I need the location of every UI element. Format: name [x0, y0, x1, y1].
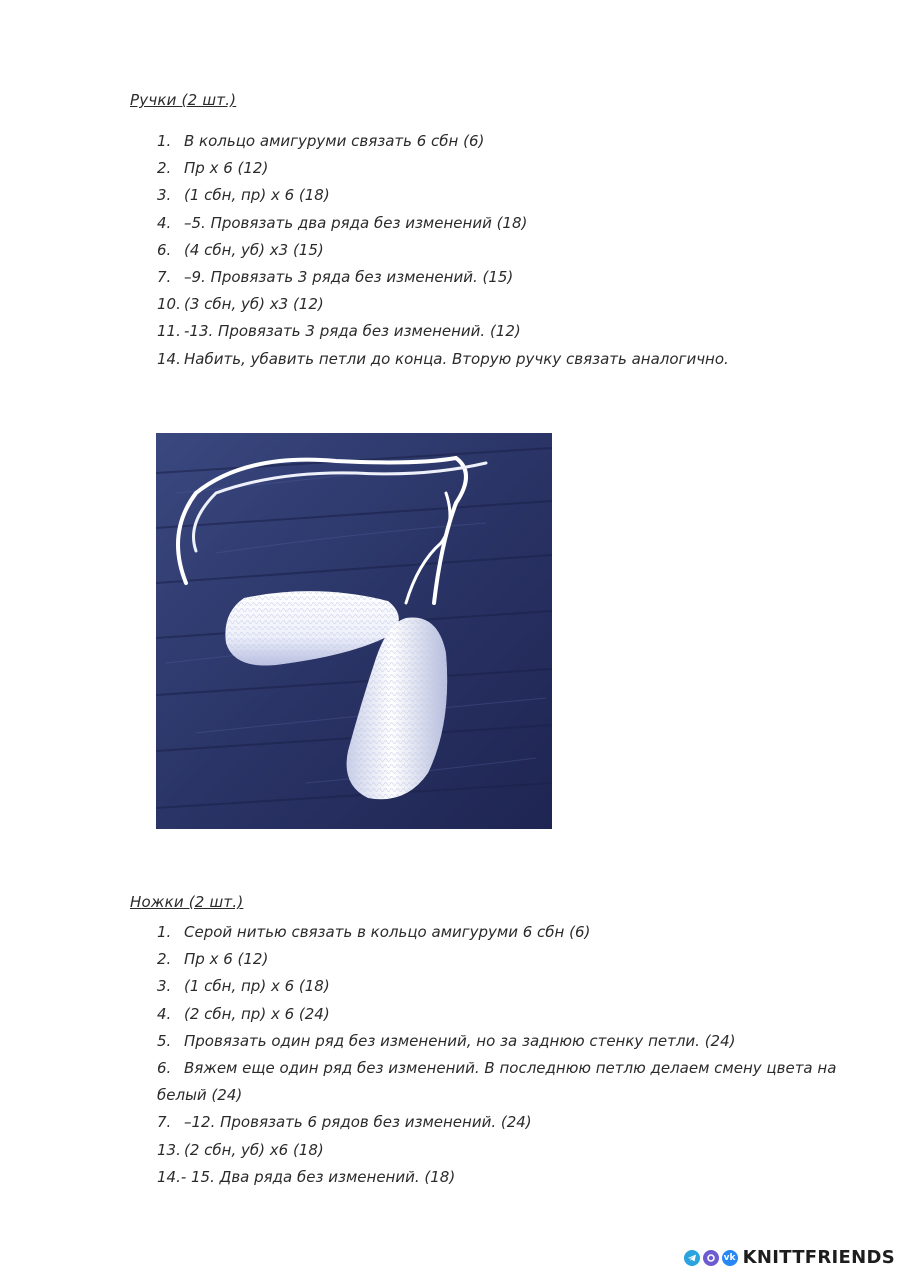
step-number: 4.: [157, 213, 172, 232]
step-text: (1 сбн, пр) х 6 (18): [184, 186, 330, 205]
list-item: [157, 128, 729, 155]
telegram-icon[interactable]: [684, 1250, 700, 1266]
step-number: 6.: [157, 240, 172, 259]
step-number: 14.-: [157, 1167, 187, 1186]
step-number: 5.: [157, 1031, 172, 1050]
step-number: 2.: [157, 159, 172, 178]
step-text: –12. Провязать 6 рядов без изменений. (24): [184, 1113, 532, 1132]
step-number: 7.: [157, 1113, 172, 1132]
step-text: В кольцо амигуруми связать 6 сбн (6): [184, 132, 485, 150]
crochet-handles-photo: [156, 433, 552, 829]
list-item: [157, 182, 729, 209]
step-number: 4.: [157, 1004, 172, 1023]
list-item: [157, 155, 729, 182]
list-item: [157, 291, 729, 318]
step-number: 6.: [157, 1059, 172, 1078]
vk-icon[interactable]: vk: [722, 1250, 738, 1266]
list-item: [157, 1109, 837, 1136]
list-item: [157, 346, 729, 373]
step-number: 13.: [157, 1140, 181, 1159]
step-text: (2 сбн, пр) х 6 (24): [184, 1004, 330, 1023]
brand-name: KNITTFRIENDS: [742, 1247, 895, 1268]
step-text: Набить, убавить петли до конца. Вторую ручку связать аналогично.: [184, 349, 729, 368]
footer-brand: [684, 1247, 895, 1268]
list-item: [157, 1001, 837, 1028]
step-number: 14.: [157, 349, 181, 368]
step-text: Пр х 6 (12): [184, 950, 269, 969]
list-item: [157, 237, 729, 264]
handles-steps-list: [157, 128, 729, 373]
step-number: 10.: [157, 295, 181, 314]
step-text: (2 сбн, уб) х6 (18): [184, 1140, 324, 1159]
section-title-legs: Ножки (2 шт.): [130, 893, 244, 911]
step-text: (1 сбн, пр) х 6 (18): [184, 977, 330, 996]
list-item: [157, 264, 729, 291]
step-text: Провязать один ряд без изменений, но за заднюю стенку петли. (24): [184, 1031, 736, 1050]
section-title-handles: Ручки (2 шт.): [130, 91, 237, 109]
legs-steps-list: [157, 919, 837, 1191]
step-text: -13. Провязать 3 ряда без изменений. (12): [184, 322, 521, 341]
step-text: (3 сбн, уб) х3 (12): [184, 295, 324, 314]
step-number: 2.: [157, 950, 172, 969]
list-item: [157, 973, 837, 1000]
list-item: [157, 919, 837, 946]
list-item: [157, 946, 837, 973]
step-text: Серой нитью связать в кольцо амигуруми 6 сбн (6): [184, 923, 591, 941]
step-number: 11.: [157, 322, 181, 341]
step-number: 1.: [157, 132, 172, 150]
step-text: (4 сбн, уб) х3 (15): [184, 240, 324, 259]
step-number: 3.: [157, 977, 172, 996]
step-text: Вяжем еще один ряд без изменений. В последнюю петлю делаем смену цвета на белый (24): [157, 1059, 837, 1105]
list-item: [157, 1137, 837, 1164]
list-item: [157, 1055, 837, 1109]
list-item: [157, 210, 729, 237]
step-text: –9. Провязать 3 ряда без изменений. (15): [184, 267, 514, 286]
step-number: 7.: [157, 267, 172, 286]
step-text: Пр х 6 (12): [184, 159, 269, 178]
max-icon[interactable]: [703, 1250, 719, 1266]
list-item: [157, 1164, 837, 1191]
list-item: [157, 318, 729, 345]
step-text: 15. Два ряда без изменений. (18): [191, 1167, 456, 1186]
step-text: –5. Провязать два ряда без изменений (18): [184, 213, 528, 232]
list-item: [157, 1028, 837, 1055]
step-number: 1.: [157, 923, 172, 941]
step-number: 3.: [157, 186, 172, 205]
